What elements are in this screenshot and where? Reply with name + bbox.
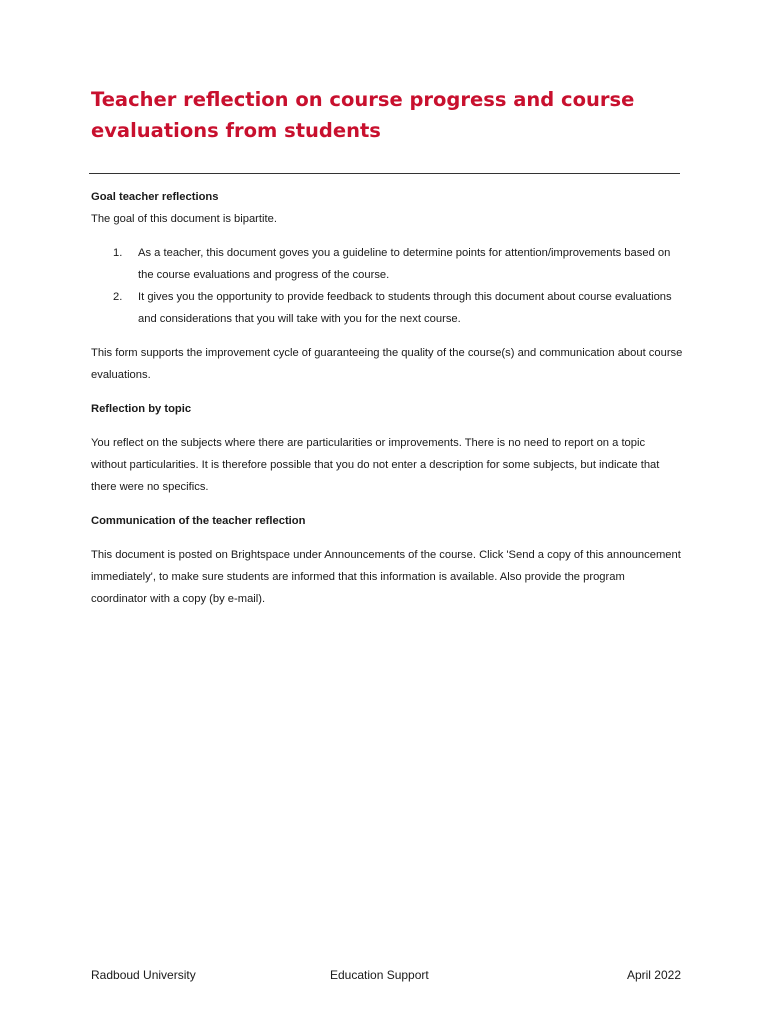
goal-outro: This form supports the improvement cycle of guaranteeing the quality of the course(s) and communication about course evaluations. bbox=[91, 347, 683, 381]
title-divider bbox=[89, 173, 680, 174]
communication-body: This document is posted on Brightspace under Announcements of the course. Click 'Send a copy of this announcement immediately', to make sure students are informed that this information is available. Also provide the program coordinator with a copy (by e-mail). bbox=[91, 549, 681, 605]
section-heading-goal: Goal teacher reflections bbox=[91, 191, 219, 203]
page-footer bbox=[91, 964, 681, 986]
list-item-number: 1. bbox=[113, 247, 123, 259]
document-body bbox=[91, 186, 683, 610]
list-item bbox=[91, 286, 683, 330]
goal-list bbox=[91, 242, 683, 330]
goal-intro: The goal of this document is bipartite. bbox=[91, 213, 277, 225]
footer-date: April 2022 bbox=[626, 968, 681, 982]
section-heading-communication: Communication of the teacher reflection bbox=[91, 515, 306, 527]
reflection-body: You reflect on the subjects where there are particularities or improvements. There is no need to report on a topic without particularities. It is therefore possible that you do not enter a description for some subjects, but indicate that there were no specifics. bbox=[91, 437, 660, 493]
section-heading-reflection: Reflection by topic bbox=[91, 403, 192, 415]
list-item-text: As a teacher, this document goves you a guideline to determine points for attention/improvements based on the course evaluations and progress of the course. bbox=[138, 247, 671, 281]
footer-organization: Radboud University bbox=[91, 968, 196, 982]
list-item-number: 2. bbox=[113, 291, 123, 303]
document-title: Teacher reflection on course progress and course evaluations from students bbox=[91, 88, 635, 142]
list-item bbox=[91, 242, 683, 286]
footer-department: Education Support bbox=[330, 968, 429, 982]
list-item-text: It gives you the opportunity to provide feedback to students through this document about course evaluations and considerations that you will take with you for the next course. bbox=[138, 291, 672, 325]
